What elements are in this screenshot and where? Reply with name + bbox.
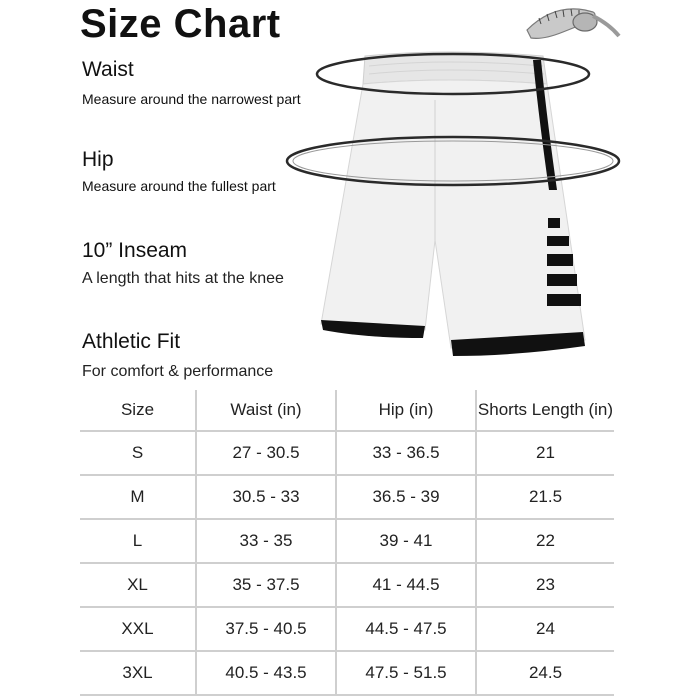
- fit-heading: Athletic Fit: [82, 330, 181, 353]
- size-cell: XL: [127, 575, 148, 594]
- table-row: [80, 476, 614, 520]
- measuring-tape-icon: [523, 0, 623, 42]
- inseam-heading: 10” Inseam: [82, 239, 188, 262]
- waist-cell: 37.5 - 40.5: [195, 608, 335, 650]
- size-cell: 3XL: [122, 663, 153, 682]
- shorts-image: [285, 40, 625, 370]
- hip-cell: 39 - 41: [335, 520, 475, 562]
- table-row: [80, 564, 614, 608]
- waist-cell: 30.5 - 33: [195, 476, 335, 518]
- header-waist: Waist (in): [195, 390, 335, 430]
- length-cell: 21.5: [475, 476, 614, 518]
- waist-cell: 40.5 - 43.5: [195, 652, 335, 694]
- waist-cell: 33 - 35: [195, 520, 335, 562]
- length-cell: 24: [475, 608, 614, 650]
- size-cell: XXL: [121, 619, 154, 638]
- hip-cell: 41 - 44.5: [335, 564, 475, 606]
- length-cell: 21: [475, 432, 614, 474]
- hip-cell: 33 - 36.5: [335, 432, 475, 474]
- table-header-row: [80, 390, 614, 432]
- size-cell: S: [131, 443, 144, 462]
- size-table: [80, 390, 614, 696]
- hip-cell: 36.5 - 39: [335, 476, 475, 518]
- length-cell: 22: [475, 520, 614, 562]
- waist-heading: Waist: [82, 58, 134, 81]
- size-cell: L: [132, 531, 143, 550]
- header-shorts-length: Shorts Length (in): [475, 390, 614, 430]
- length-cell: 23: [475, 564, 614, 606]
- waist-description: Measure around the narrowest part: [82, 91, 301, 107]
- waist-cell: 27 - 30.5: [195, 432, 335, 474]
- table-row: [80, 652, 614, 696]
- table-row: [80, 520, 614, 564]
- hip-cell: 44.5 - 47.5: [335, 608, 475, 650]
- size-cell: M: [130, 487, 145, 506]
- page-title: Size Chart: [80, 2, 281, 46]
- length-cell: 24.5: [475, 652, 614, 694]
- waist-cell: 35 - 37.5: [195, 564, 335, 606]
- header-size: Size: [120, 400, 155, 419]
- hip-cell: 47.5 - 51.5: [335, 652, 475, 694]
- hip-description: Measure around the fullest part: [82, 178, 276, 194]
- hip-heading: Hip: [82, 148, 114, 171]
- fit-description: For comfort & performance: [82, 363, 274, 380]
- inseam-description: A length that hits at the knee: [82, 270, 284, 287]
- header-hip: Hip (in): [335, 390, 475, 430]
- table-row: [80, 608, 614, 652]
- table-row: [80, 432, 614, 476]
